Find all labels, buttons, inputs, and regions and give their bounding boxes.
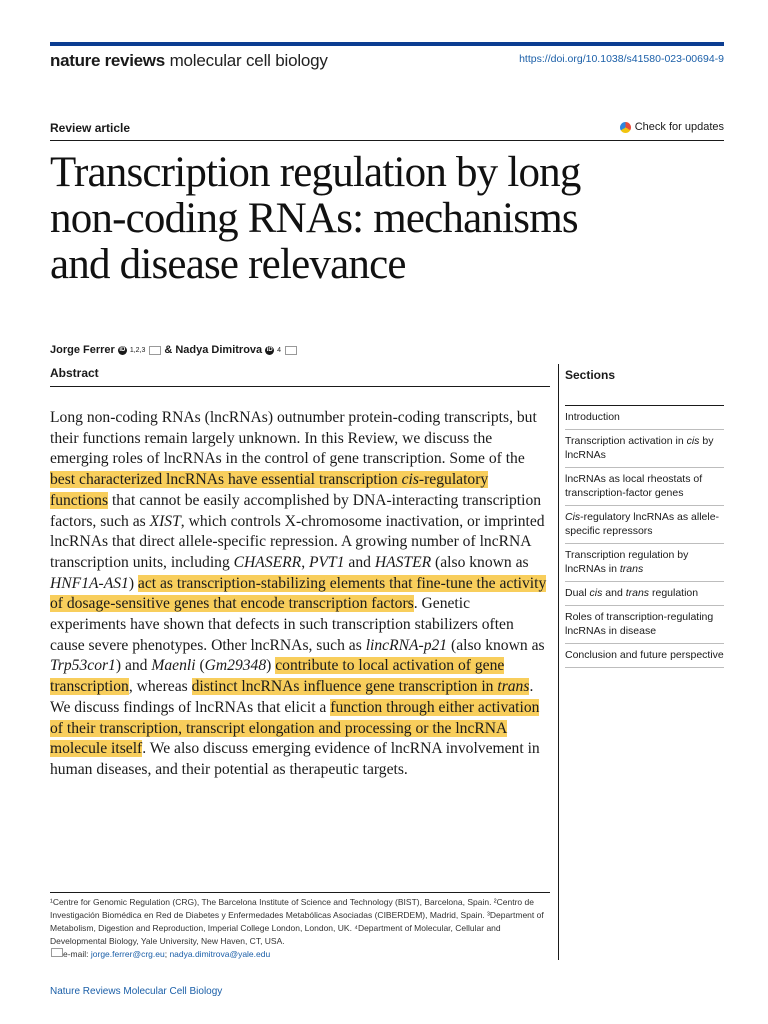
- journal-header-bar: [50, 42, 724, 46]
- sections-list: [565, 406, 724, 668]
- section-link-dual-regulation[interactable]: [565, 582, 724, 606]
- affiliation-text: ¹Centre for Genomic Regulation (CRG), The Barcelona Institute of Science and Technology (BIST), Barcelona, Spain. ²Centro de Investigación Biomédica en Red de Diabetes y Enfermedades Metabólicas Asociadas (CIBERDEM), Madrid, Spain. ³Department of Metabolism, Digestion and Reproduction, Imperial College London, London, UK. ⁴Department of Molecular, Cellular and Developmental Biology, Yale University, New Haven, CT, USA.: [50, 897, 544, 946]
- journal-name-light: molecular cell biology: [169, 51, 328, 70]
- crossmark-icon: [620, 122, 631, 133]
- section-link-label: Transcription regulation by lncRNAs in: [565, 549, 689, 575]
- section-link-label: Dual: [565, 587, 590, 599]
- email-link[interactable]: nadya.dimitrova@yale.edu: [169, 948, 271, 959]
- section-link-activation-in-cis[interactable]: [565, 430, 724, 468]
- abstract-italic: PVT1: [309, 553, 345, 571]
- abstract-italic: Maenli: [151, 657, 196, 675]
- abstract-highlight: act as transcription-stabilizing elements that fine-tune the activity of dosage-sensitive genes that encode transcription factors: [50, 574, 547, 613]
- article-title: [50, 150, 710, 288]
- header-divider: [50, 140, 724, 141]
- author-affiliation-sup: 1,2,3: [129, 346, 146, 354]
- abstract-segment: . We also discuss emerging evidence of lncRNA involvement in human diseases, and their potential as therapeutic targets.: [50, 740, 540, 778]
- section-link-label: lncRNAs as local rheostats of transcription-factor genes: [565, 473, 703, 499]
- email-icon[interactable]: [285, 346, 297, 355]
- abstract-segment: , which controls X-chromosome inactivation, or imprinted lncRNAs that direct allele-specific repression. A growing number of lncRNA transcription units, including: [50, 512, 545, 571]
- orcid-icon[interactable]: iD: [119, 346, 126, 353]
- email-icon: [51, 948, 63, 957]
- sections-heading: Sections: [565, 368, 616, 382]
- footnote-divider: [50, 892, 550, 893]
- section-link-conclusion[interactable]: [565, 644, 724, 668]
- abstract-italic: lincRNA-p21: [365, 636, 448, 654]
- section-link-italic: trans: [619, 563, 644, 575]
- section-link-allele-specific-repressors[interactable]: [565, 506, 724, 544]
- affiliation-footnotes: [50, 896, 550, 961]
- abstract-italic: HNF1A-AS1: [50, 574, 129, 592]
- abstract-italic: cis: [401, 471, 419, 489]
- doi-link[interactable]: https://doi.org/10.1038/s41580-023-00694-9: [519, 53, 724, 65]
- abstract-segment: -regulatory functions: [50, 471, 489, 509]
- check-for-updates-button[interactable]: [620, 121, 724, 133]
- abstract-segment: (also known as: [447, 636, 545, 654]
- author-list: [50, 344, 297, 356]
- orcid-icon[interactable]: iD: [266, 346, 273, 353]
- section-link-regulation-in-trans[interactable]: [565, 544, 724, 582]
- abstract-italic: CHASERR: [233, 553, 302, 571]
- journal-name-bold: nature reviews: [50, 51, 165, 70]
- section-link-label: Conclusion and future perspective: [565, 649, 724, 661]
- section-link-label: regulation: [649, 587, 699, 599]
- abstract-segment: . We discuss findings of lncRNAs that elicit a: [50, 678, 534, 716]
- title-line-1: Transcription regulation by long: [50, 149, 581, 196]
- email-icon[interactable]: [149, 346, 161, 355]
- abstract-segment: and: [344, 553, 375, 571]
- abstract-segment: distinct lncRNAs influence gene transcription in: [191, 678, 498, 696]
- abstract-segment: ): [128, 574, 138, 592]
- author-separator: &: [164, 344, 173, 356]
- section-link-disease-roles[interactable]: [565, 606, 724, 644]
- check-for-updates-label: Check for updates: [634, 121, 724, 133]
- abstract-highlight: function through either activation of their transcription, transcript elongation and processing or the lncRNA molecule itself: [50, 698, 540, 758]
- section-link-local-rheostats[interactable]: [565, 468, 724, 506]
- abstract-highlight: contribute to local activation of gene transcription: [50, 657, 505, 696]
- abstract-italic: XIST: [149, 512, 181, 530]
- abstract-segment: best characterized lncRNAs have essential transcription: [50, 471, 402, 489]
- section-link-italic: trans: [625, 587, 650, 599]
- section-link-italic: Cis: [565, 511, 581, 523]
- author-affiliation-sup: 4: [277, 346, 282, 354]
- section-link-label: Transcription activation in: [565, 435, 687, 447]
- section-link-label: by lncRNAs: [565, 435, 714, 461]
- section-link-label: Roles of transcription-regulating lncRNAs in disease: [565, 611, 714, 637]
- abstract-segment: Long non-coding RNAs (lncRNAs) outnumber protein-coding transcripts, but their functions remain largely unknown. In this Review, we discuss the emerging roles of lncRNAs in the control of gene transcription. Some of the: [50, 409, 537, 468]
- abstract-italic: Gm29348: [204, 657, 267, 675]
- author-name[interactable]: Nadya Dimitrova: [175, 344, 263, 356]
- column-divider: [558, 364, 559, 960]
- abstract-segment: (also known as: [431, 553, 529, 571]
- abstract-text: [50, 408, 550, 781]
- email-line: [50, 948, 550, 961]
- abstract-italic: HASTER: [374, 553, 432, 571]
- abstract-italic: trans: [497, 678, 530, 696]
- abstract-divider: [50, 386, 550, 387]
- abstract-segment: ): [266, 657, 276, 675]
- abstract-heading: Abstract: [50, 366, 99, 380]
- section-link-label: -regulatory lncRNAs as allele-specific repressors: [565, 511, 720, 537]
- section-link-italic: cis: [589, 587, 603, 599]
- abstract-segment: . Genetic experiments have shown that defects in such transcription stabilizers often cause severe phenotypes. Other lncRNAs, such as: [50, 595, 514, 654]
- section-link-italic: cis: [686, 435, 700, 447]
- section-link-introduction[interactable]: [565, 406, 724, 430]
- section-link-label: Introduction: [565, 411, 620, 423]
- abstract-segment: that cannot be easily accomplished by DNA-interacting transcription factors, such as: [50, 491, 542, 530]
- section-link-label: and: [602, 587, 626, 599]
- abstract-italic: Trp53cor1: [50, 657, 116, 675]
- journal-name[interactable]: [50, 51, 328, 71]
- footer-journal-name[interactable]: Nature Reviews Molecular Cell Biology: [50, 986, 223, 997]
- title-line-2: non-coding RNAs: mechanisms: [50, 195, 578, 242]
- title-line-3: and disease relevance: [50, 241, 406, 288]
- abstract-segment: ) and: [115, 657, 152, 675]
- article-type: Review article: [50, 121, 131, 135]
- email-separator: ;: [164, 948, 170, 959]
- email-link[interactable]: jorge.ferrer@crg.eu: [90, 948, 165, 959]
- abstract-segment: ,: [301, 553, 309, 571]
- abstract-segment: , whereas: [128, 678, 192, 696]
- author-name[interactable]: Jorge Ferrer: [50, 344, 115, 356]
- abstract-segment: (: [195, 657, 205, 675]
- abstract-highlight: [192, 678, 530, 695]
- email-label: e-mail:: [63, 948, 91, 959]
